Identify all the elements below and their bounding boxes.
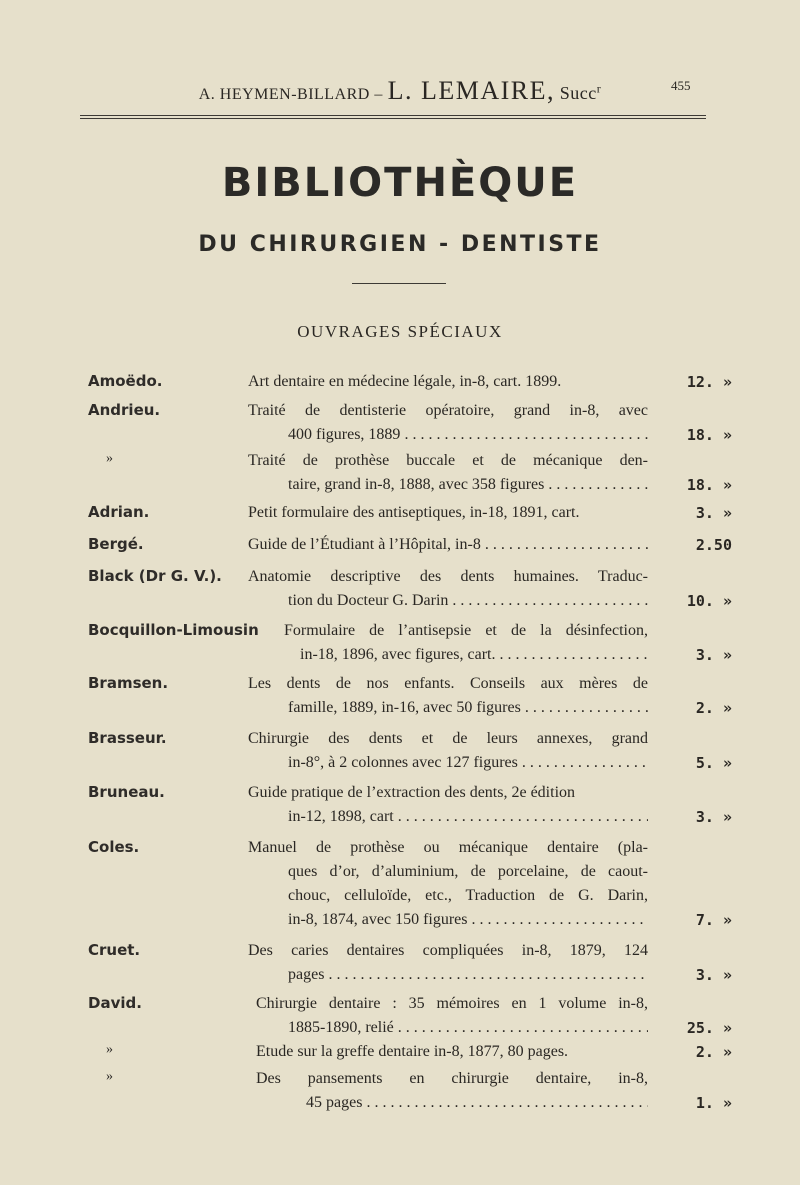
entry-author-ditto: »: [106, 1042, 113, 1057]
entry-description-line: ques d’or, d’aluminium, de porcelaine, de caout-: [288, 863, 648, 880]
entry-description-line: in-8°, à 2 colonnes avec 127 figures . . .: [288, 753, 648, 779]
publisher-name: A. HEYMEN-BILLARD –: [198, 86, 383, 103]
entry-description-line: tion du Docteur G. Darin . . .: [288, 591, 648, 617]
entry-description-line: Formulaire de l’antisepsie et de la désinfection,: [284, 622, 648, 639]
entry-description-line: 1885-1890, relié . . .: [288, 1018, 648, 1044]
entry-description-line: Art dentaire en médecine légale, in-8, cart. 1899.: [248, 373, 562, 390]
entry-description-line: Etude sur la greffe dentaire in-8, 1877, 80 pages.: [256, 1043, 569, 1060]
entry-description-line: Des pansements en chirurgie dentaire, in-8,: [256, 1070, 648, 1087]
page-number: 455: [671, 78, 691, 93]
successor-title-sup: r: [596, 81, 602, 96]
entry-description-line: taire, grand in-8, 1888, avec 358 figures . . .: [288, 475, 648, 501]
entry-author: Coles.: [88, 838, 140, 856]
entry-description-line: in-18, 1896, avec figures, cart. . . .: [300, 645, 648, 671]
entry-price: 10. »: [686, 592, 732, 610]
entry-description-line: 400 figures, 1889 . . .: [288, 425, 648, 451]
entry-author: Andrieu.: [88, 401, 161, 419]
entry-price: 7. »: [695, 911, 732, 929]
entry-author-ditto: »: [106, 451, 113, 466]
entry-description-line: Chirurgie dentaire : 35 mémoires en 1 volume in-8,: [256, 995, 648, 1012]
entry-author: Black (Dr G. V.).: [88, 567, 222, 585]
entry-description-line: Guide de l’Étudiant à l’Hôpital, in-8 . . .: [248, 535, 648, 561]
entry-description-line: Manuel de prothèse ou mécanique dentaire (pla-: [248, 839, 648, 856]
entry-author: David.: [88, 994, 142, 1012]
entry-price: 3. »: [695, 646, 732, 664]
entry-price: 3. »: [695, 808, 732, 826]
entry-price: 2.50: [695, 536, 732, 554]
entry-price: 2. »: [695, 1043, 732, 1061]
header-rule-top: [80, 115, 706, 116]
entry-price: 1. »: [695, 1094, 732, 1112]
entry-description-line: famille, 1889, in-16, avec 50 figures . . .: [288, 698, 648, 724]
page-subtitle: DU CHIRURGIEN - DENTISTE: [198, 232, 602, 257]
entry-author: Bergé.: [88, 535, 144, 553]
entry-price: 2. »: [695, 699, 732, 717]
entry-description-line: Anatomie descriptive des dents humaines. Traduc-: [248, 568, 648, 585]
entry-description-line: Traité de prothèse buccale et de mécanique den-: [248, 452, 648, 469]
entry-price: 12. »: [686, 373, 732, 391]
entry-description-line: chouc, celluloïde, etc., Traduction de G. Darin,: [288, 887, 648, 904]
header-rule-bottom: [80, 118, 706, 119]
entry-description-line: Chirurgie des dents et de leurs annexes, grand: [248, 730, 648, 747]
entry-author: Bruneau.: [88, 783, 165, 801]
entry-description-line: in-8, 1874, avec 150 figures . . .: [288, 910, 648, 936]
entry-author: Adrian.: [88, 503, 150, 521]
entry-price: 3. »: [695, 966, 732, 984]
entry-author: Cruet.: [88, 941, 141, 959]
title-divider: [352, 283, 446, 284]
entry-price: 3. »: [695, 504, 732, 522]
entry-description-line: Petit formulaire des antiseptiques, in-18, 1891, cart.: [248, 504, 580, 521]
entry-author-ditto: »: [106, 1069, 113, 1084]
entry-description-line: Les dents de nos enfants. Conseils aux mères de: [248, 675, 648, 692]
section-heading: OUVRAGES SPÉCIAUX: [297, 322, 503, 341]
entry-price: 18. »: [686, 476, 732, 494]
entry-description-line: pages . . .: [288, 965, 648, 991]
entry-description-line: Traité de dentisterie opératoire, grand in-8, avec: [248, 402, 648, 419]
entry-description-line: Des caries dentaires compliquées in-8, 1879, 124: [248, 942, 648, 959]
successor-title: Succ: [559, 83, 597, 103]
entry-description-line: Guide pratique de l’extraction des dents, 2e édition: [248, 784, 576, 801]
entry-description-line: in-12, 1898, cart . . .: [288, 807, 648, 833]
entry-price: 5. »: [695, 754, 732, 772]
entry-author: Bramsen.: [88, 674, 169, 692]
page-title: BIBLIOTHÈQUE: [221, 160, 579, 206]
entry-author: Amoëdo.: [88, 372, 163, 390]
successor-name: L. LEMAIRE,: [387, 76, 556, 105]
entry-author: Brasseur.: [88, 729, 167, 747]
entry-price: 18. »: [686, 426, 732, 444]
entry-description-line: 45 pages . . .: [306, 1093, 648, 1119]
entry-author: Bocquillon-Limousin: [88, 621, 259, 639]
entry-price: 25. »: [686, 1019, 732, 1037]
